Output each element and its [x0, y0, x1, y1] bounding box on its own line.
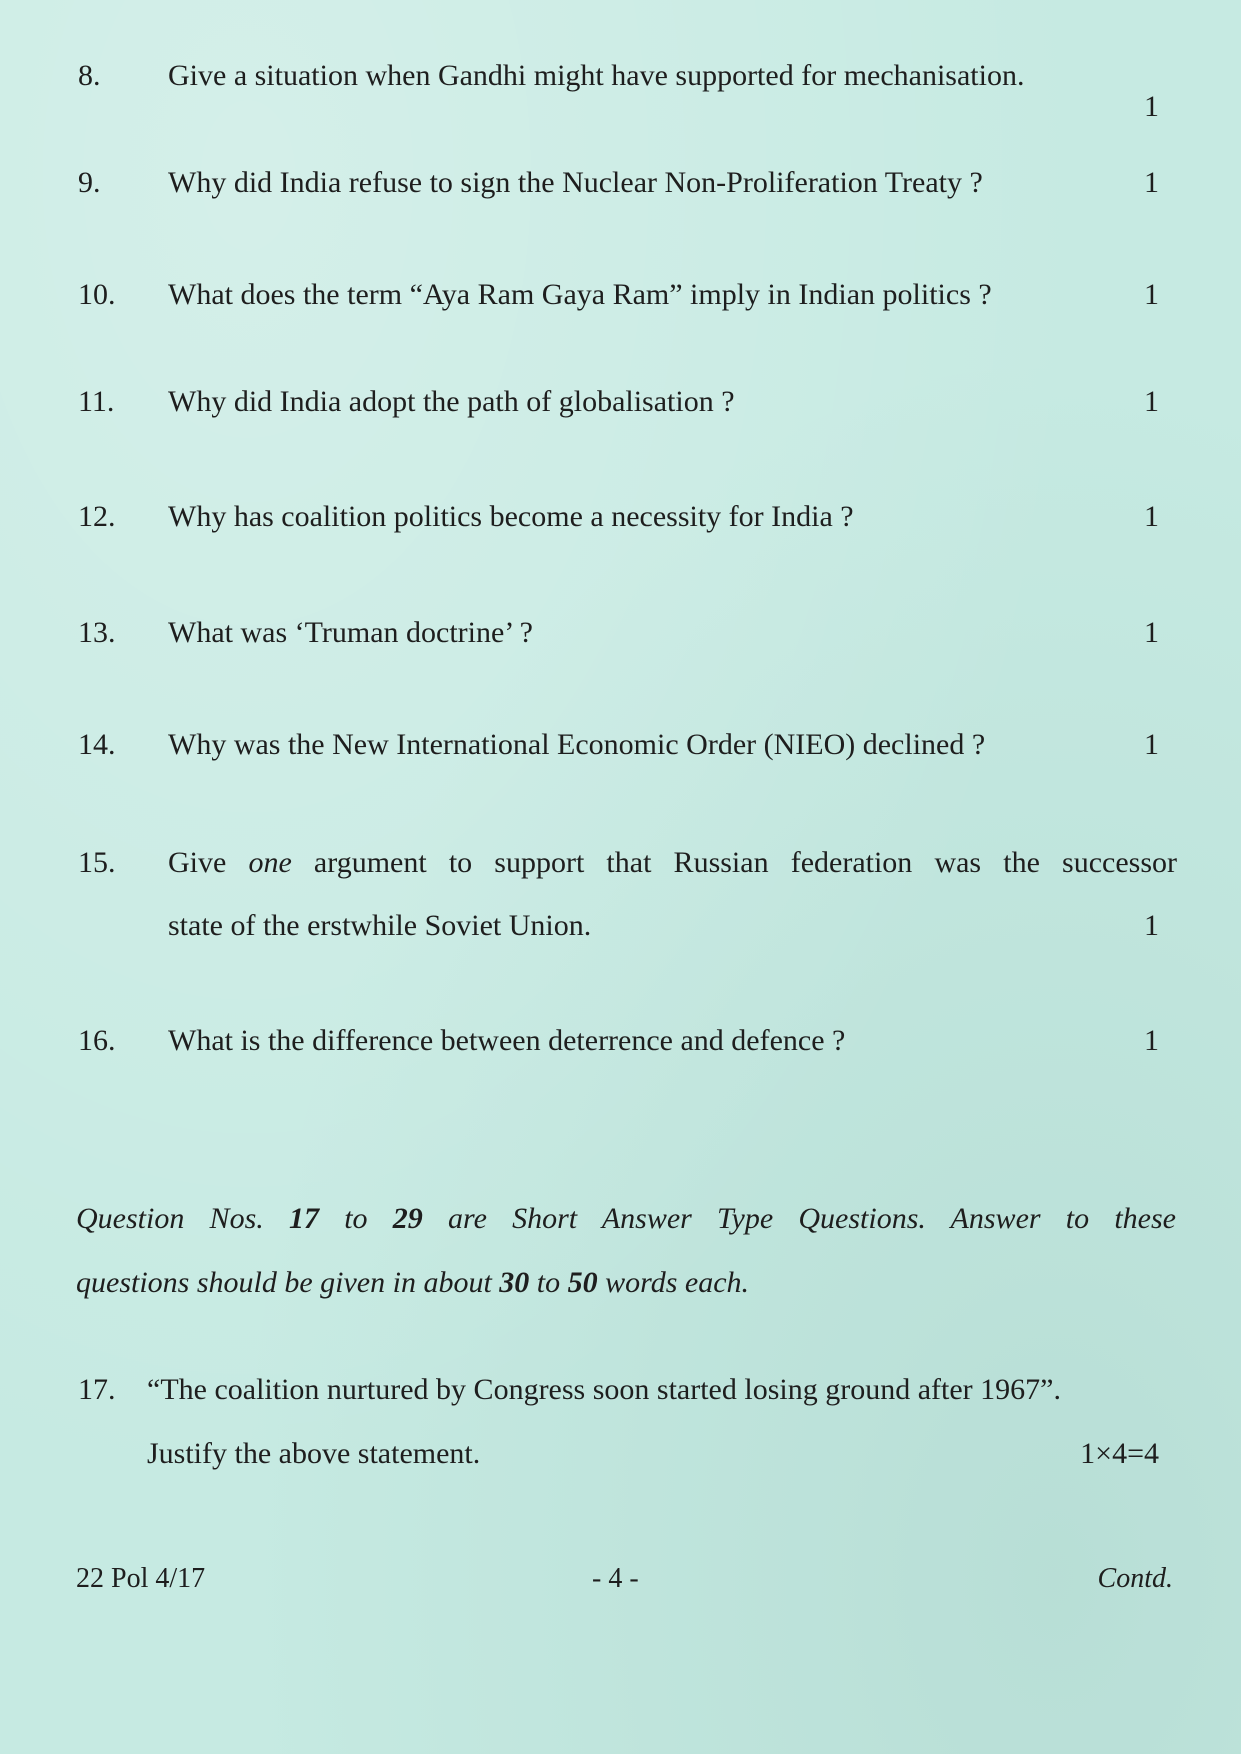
question-number: 11.	[78, 385, 115, 418]
question-marks: 1	[1144, 909, 1159, 942]
question-number: 16.	[78, 1024, 116, 1057]
question-text: What does the term “Aya Ram Gaya Ram” imply in Indian politics ?	[168, 278, 992, 311]
question-marks: 1	[1144, 385, 1159, 418]
instructions-min-words: 30	[499, 1266, 530, 1299]
question-marks: 1	[1144, 616, 1159, 649]
instructions-text: to	[318, 1202, 393, 1235]
instructions-line1	[76, 1187, 1176, 1251]
question-marks: 1×4=4	[1080, 1437, 1159, 1470]
question-number: 15.	[78, 846, 116, 879]
instructions-text: words each.	[597, 1266, 750, 1299]
question-number: 9.	[78, 166, 101, 199]
instructions-max-words: 50	[567, 1266, 598, 1299]
question-number: 10.	[78, 278, 116, 311]
question-marks: 1	[1144, 500, 1159, 533]
question-marks: 1	[1144, 728, 1159, 761]
question-text: Why has coalition politics become a necessity for India ?	[168, 500, 854, 533]
instructions-text: to	[529, 1266, 568, 1299]
instructions-line2	[76, 1251, 1176, 1315]
question-marks: 1	[1144, 166, 1159, 199]
page-number: - 4 -	[592, 1563, 639, 1594]
instructions-to: 29	[392, 1202, 423, 1235]
question-text-line1: “The coalition nurtured by Congress soon started losing ground after 1967”.	[147, 1373, 1061, 1406]
question-text-line1	[168, 846, 1177, 880]
question-number: 14.	[78, 728, 116, 761]
question-text-line2: state of the erstwhile Soviet Union.	[168, 909, 592, 942]
question-text: What is the difference between deterrence and defence ?	[168, 1024, 846, 1057]
question-number: 13.	[78, 616, 116, 649]
question-text: Why did India adopt the path of globalisation ?	[168, 385, 735, 418]
question-marks: 1	[1144, 90, 1159, 123]
question-number: 12.	[78, 500, 116, 533]
instructions-from: 17	[288, 1202, 319, 1235]
question-number: 17.	[78, 1373, 116, 1406]
question-text: Why was the New International Economic Order (NIEO) declined ?	[168, 728, 986, 761]
question-text-part: Give	[168, 846, 249, 879]
question-text: What was ‘Truman doctrine’ ?	[168, 616, 533, 649]
question-marks: 1	[1144, 278, 1159, 311]
section-instructions	[76, 1187, 1176, 1315]
question-text: Give a situation when Gandhi might have supported for mechanisation.	[168, 59, 1025, 92]
question-text-part: argument to support that Russian federation was the successor	[291, 846, 1177, 879]
question-text-line2: Justify the above statement.	[147, 1437, 481, 1470]
instructions-text: Question Nos.	[76, 1202, 289, 1235]
instructions-text: questions should be given in about	[76, 1266, 500, 1299]
paper-code: 22 Pol 4/17	[76, 1563, 206, 1594]
question-marks: 1	[1144, 1024, 1159, 1057]
question-text: Why did India refuse to sign the Nuclear Non-Proliferation Treaty ?	[168, 166, 983, 199]
question-number: 8.	[78, 59, 101, 92]
question-text-emphasis: one	[248, 846, 292, 879]
instructions-text: are Short Answer Type Questions. Answer to these	[422, 1202, 1176, 1235]
continued-label: Contd.	[1097, 1563, 1173, 1594]
